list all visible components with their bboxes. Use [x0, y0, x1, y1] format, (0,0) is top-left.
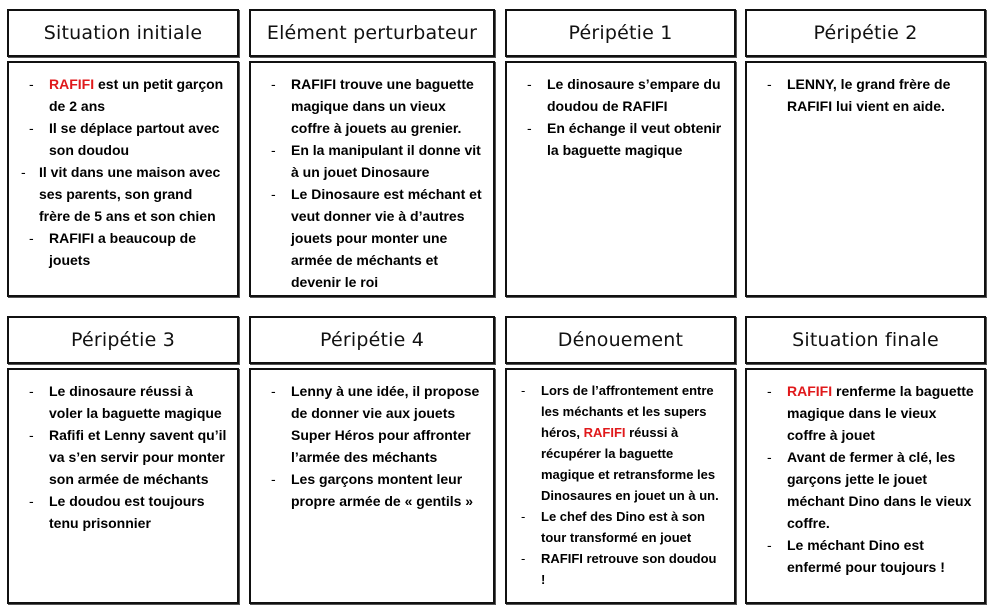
item-text: Les garçons montent leur propre armée de « gentils »	[291, 471, 474, 509]
panel-body-situation-finale	[745, 368, 986, 604]
item-text: Le Dinosaure est méchant et veut donner vie à d’autres jouets pour monter une armée de méchants et devenir le roi	[291, 186, 482, 290]
list-item	[255, 468, 487, 512]
panel-header-denouement	[505, 316, 736, 364]
item-text: réussi à récupérer la baguette magique et retransforme les Dinosaures en jouet un à un.	[541, 425, 719, 503]
panel-title: Situation finale	[792, 329, 939, 351]
panel-title: Situation initiale	[43, 22, 203, 44]
list-item	[751, 534, 978, 578]
list-item	[13, 227, 231, 271]
item-text: Il se déplace partout avec son doudou	[49, 120, 220, 158]
item-text: RAFIFI trouve une baguette magique dans un vieux coffre à jouets au grenier.	[291, 76, 474, 136]
panel-header-element-perturbateur	[249, 9, 495, 57]
list-item	[255, 380, 487, 468]
panel-header-situation-finale	[745, 316, 986, 364]
item-text: renferme la baguette magique dans le vieux coffre à jouet	[787, 383, 974, 443]
list-item	[13, 424, 231, 490]
item-text: Le dinosaure réussi à voler la baguette magique	[49, 383, 222, 421]
item-text: Lenny à une idée, il propose de donner vie aux jouets Super Héros pour affronter l’armée des méchants	[291, 383, 480, 465]
panel-header-peripetie-1	[505, 9, 736, 57]
list-item	[255, 183, 487, 293]
panel-body-peripetie-4	[249, 368, 495, 604]
item-text: Rafifi et Lenny savent qu’il va s’en servir pour monter son armée de méchants	[49, 427, 227, 487]
item-text: Le dinosaure s’empare du doudou de RAFIFI	[547, 76, 721, 114]
list-item	[751, 73, 978, 117]
panel-header-peripetie-3	[7, 316, 239, 364]
panel-body-peripetie-2	[745, 61, 986, 297]
list-item	[511, 506, 728, 548]
panel-body-peripetie-3	[7, 368, 239, 604]
list-item	[13, 161, 231, 227]
list-item	[255, 139, 487, 183]
list-item	[13, 73, 231, 117]
item-text: Le méchant Dino est enfermé pour toujours !	[787, 537, 945, 575]
item-text: Lors de l’affrontement entre les méchants et les supers héros,	[541, 383, 714, 440]
panel-title: Péripétie 1	[568, 22, 673, 44]
item-text: Avant de fermer à clé, les garçons jette le jouet méchant Dino dans le vieux coffre.	[787, 449, 972, 531]
list-item	[13, 490, 231, 534]
item-text: Il vit dans une maison avec ses parents, son grand frère de 5 ans et son chien	[39, 164, 221, 224]
panel-body-element-perturbateur	[249, 61, 495, 297]
panel-title: Péripétie 3	[70, 329, 176, 351]
panel-body-denouement	[505, 368, 736, 604]
highlight-name: RAFIFI	[49, 76, 95, 92]
list-item	[751, 380, 978, 446]
list-item	[255, 73, 487, 139]
list-item	[511, 73, 728, 117]
highlight-name: RAFIFI	[787, 383, 833, 399]
panel-title: Dénouement	[557, 329, 684, 351]
list-item	[511, 548, 728, 590]
item-text: En échange il veut obtenir la baguette magique	[547, 120, 722, 158]
item-text: est un petit garçon de 2 ans	[49, 76, 224, 114]
highlight-name: RAFIFI	[583, 425, 626, 440]
list-item	[13, 380, 231, 424]
list-item	[511, 117, 728, 161]
panel-title: Elément perturbateur	[266, 22, 478, 44]
panel-title: Péripétie 2	[813, 22, 918, 44]
item-text: RAFIFI a beaucoup de jouets	[49, 230, 197, 268]
panel-title: Péripétie 4	[319, 329, 425, 351]
item-text: LENNY, le grand frère de RAFIFI lui vient en aide.	[787, 76, 951, 114]
panel-header-peripetie-4	[249, 316, 495, 364]
panel-body-peripetie-1	[505, 61, 736, 297]
panel-header-situation-initiale	[7, 9, 239, 57]
list-item	[13, 117, 231, 161]
item-text: En la manipulant il donne vit à un jouet Dinosaure	[291, 142, 481, 180]
item-text: Le chef des Dino est à son tour transformé en jouet	[541, 509, 705, 545]
item-text: Le doudou est toujours tenu prisonnier	[49, 493, 205, 531]
panel-body-situation-initiale	[7, 61, 239, 297]
item-text: RAFIFI retrouve son doudou !	[541, 551, 717, 587]
list-item	[511, 380, 728, 506]
list-item	[751, 446, 978, 534]
panel-header-peripetie-2	[745, 9, 986, 57]
